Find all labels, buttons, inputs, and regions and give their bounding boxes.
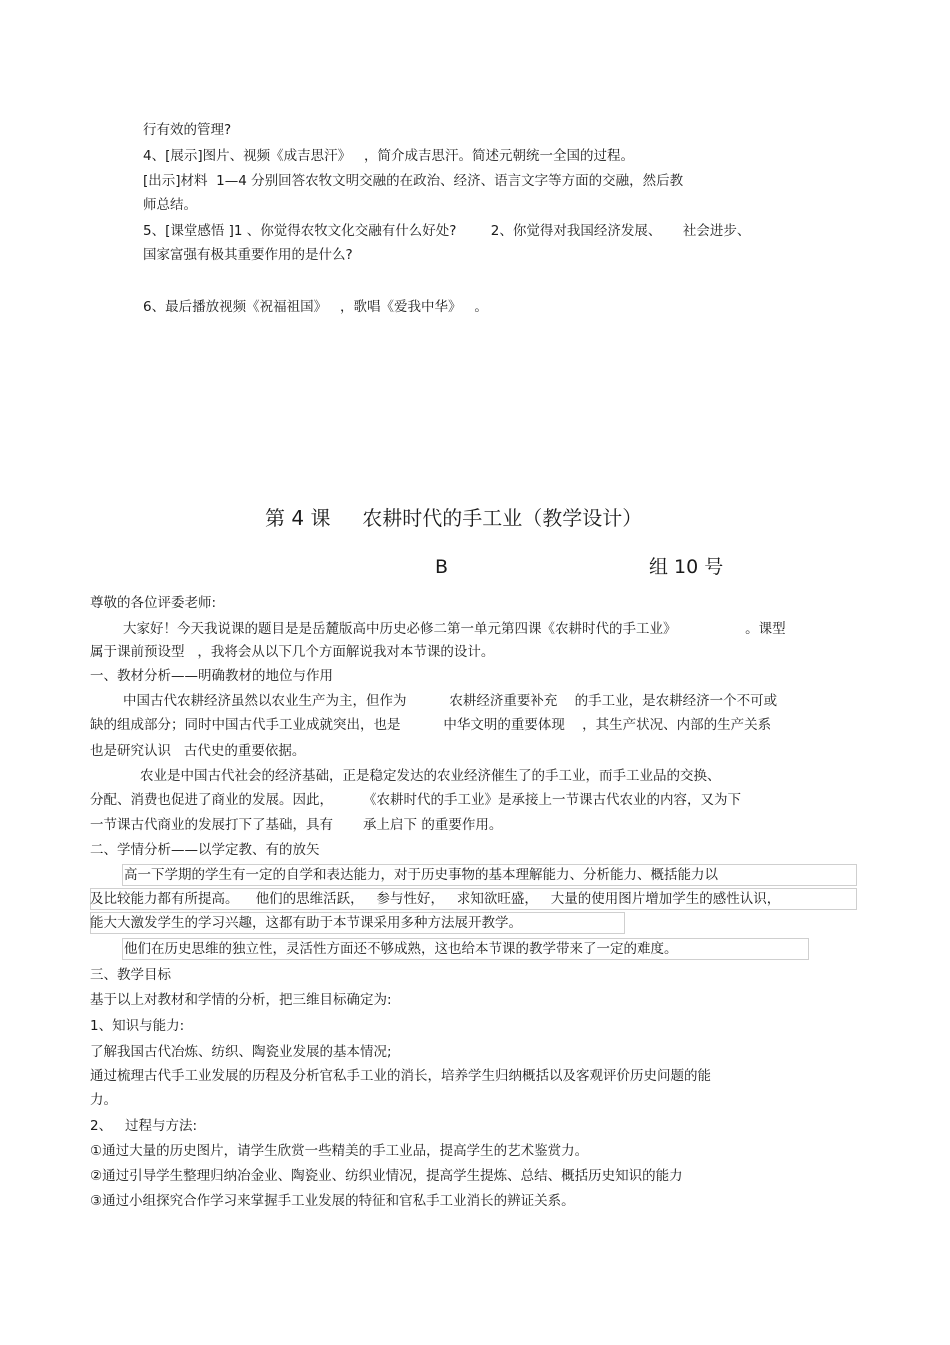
text-line: 行有效的管理? — [143, 122, 232, 138]
text-line: 师总结。 — [143, 197, 197, 213]
text-line: 农业是中国古代社会的经济基础，正是稳定发达的农业经济催生了的手工业，而手工业品的交换、 — [140, 768, 721, 784]
group-number: 组 10 号 — [649, 556, 724, 578]
text-line: 了解我国古代冶炼、纺织、陶瓷业发展的基本情况; — [90, 1044, 392, 1060]
subsection-heading: 1、知识与能力: — [90, 1018, 185, 1034]
text-line: 缺的组成部分；同时中国古代手工业成就突出，也是 中华文明的重要体现 ，其生产状况、内部的生产关系 — [90, 717, 772, 733]
text-line: 及比较能力都有所提高。 他们的思维活跃， 参与性好， 求知欲旺盛， 大量的使用图片增加学生的感性认识， — [90, 891, 781, 907]
section-heading: 一、教材分析——明确教材的地位与作用 — [90, 668, 333, 684]
text-line: ②通过引导学生整理归纳冶金业、陶瓷业、纺织业情况，提高学生提炼、总结、概括历史知识的能力 — [90, 1168, 683, 1184]
text-line: 分配、消费也促进了商业的发展。因此， 《农耕时代的手工业》是承接上一节课古代农业的内容，又为下 — [90, 792, 742, 808]
subsection-heading: 2、 过程与方法: — [90, 1118, 198, 1134]
text-line: ①通过大量的历史图片，请学生欣赏一些精美的手工业品，提高学生的艺术鉴赏力。 — [90, 1143, 589, 1159]
text-line: 属于课前预设型 ，我将会从以下几个方面解说我对本节课的设计。 — [90, 644, 495, 660]
text-line: 一节课古代商业的发展打下了基础，具有 承上启下 的重要作用。 — [90, 817, 503, 833]
text-line: 4、[展示]图片、视频《成吉思汗》 ，简介成吉思汗。简述元朝统一全国的过程。 — [143, 148, 634, 164]
group-letter: B — [435, 556, 449, 578]
text-line: ③通过小组探究合作学习来掌握手工业发展的特征和官私手工业消长的辨证关系。 — [90, 1193, 575, 1209]
section-heading: 二、学情分析——以学定教、有的放矢 — [90, 842, 320, 858]
text-line: 大家好！今天我说课的题目是是岳麓版高中历史必修二第一单元第四课《农耕时代的手工业》 。课型 — [123, 621, 786, 637]
text-line: 通过梳理古代手工业发展的历程及分析官私手工业的消长，培养学生归纳概括以及客观评价历史问题的能 — [90, 1068, 711, 1084]
text-line: 6、最后播放视频《祝福祖国》 ，歌唱《爱我中华》 。 — [143, 299, 488, 315]
text-line: [出示]材料 1—4 分别回答农牧文明交融的在政治、经济、语言文字等方面的交融，然后教 — [143, 173, 684, 189]
greeting: 尊敬的各位评委老师: — [90, 595, 217, 611]
text-line: 力。 — [90, 1092, 117, 1108]
section-heading: 三、教学目标 — [90, 967, 171, 983]
text-line: 中国古代农耕经济虽然以农业生产为主，但作为 农耕经济重要补充 的手工业，是农耕经济一个不可或 — [123, 693, 778, 709]
page-title: 第 4 课 农耕时代的手工业（教学设计） — [265, 506, 643, 530]
text-line: 基于以上对教材和学情的分析，把三维目标确定为: — [90, 992, 392, 1008]
text-line: 也是研究认识 古代史的重要依据。 — [90, 743, 306, 759]
text-line: 高一下学期的学生有一定的自学和表达能力，对于历史事物的基本理解能力、分析能力、概括能力以 — [124, 867, 718, 883]
text-line: 国家富强有极其重要作用的是什么? — [143, 247, 353, 263]
text-line: 他们在历史思维的独立性，灵活性方面还不够成熟，这也给本节课的教学带来了一定的难度。 — [124, 941, 678, 957]
text-line: 能大大激发学生的学习兴趣，这都有助于本节课采用多种方法展开教学。 — [90, 915, 522, 931]
text-line: 5、[课堂感悟 ]1 、你觉得农牧文化交融有什么好处? 2、你觉得对我国经济发展、 社会进步、 — [143, 223, 751, 239]
